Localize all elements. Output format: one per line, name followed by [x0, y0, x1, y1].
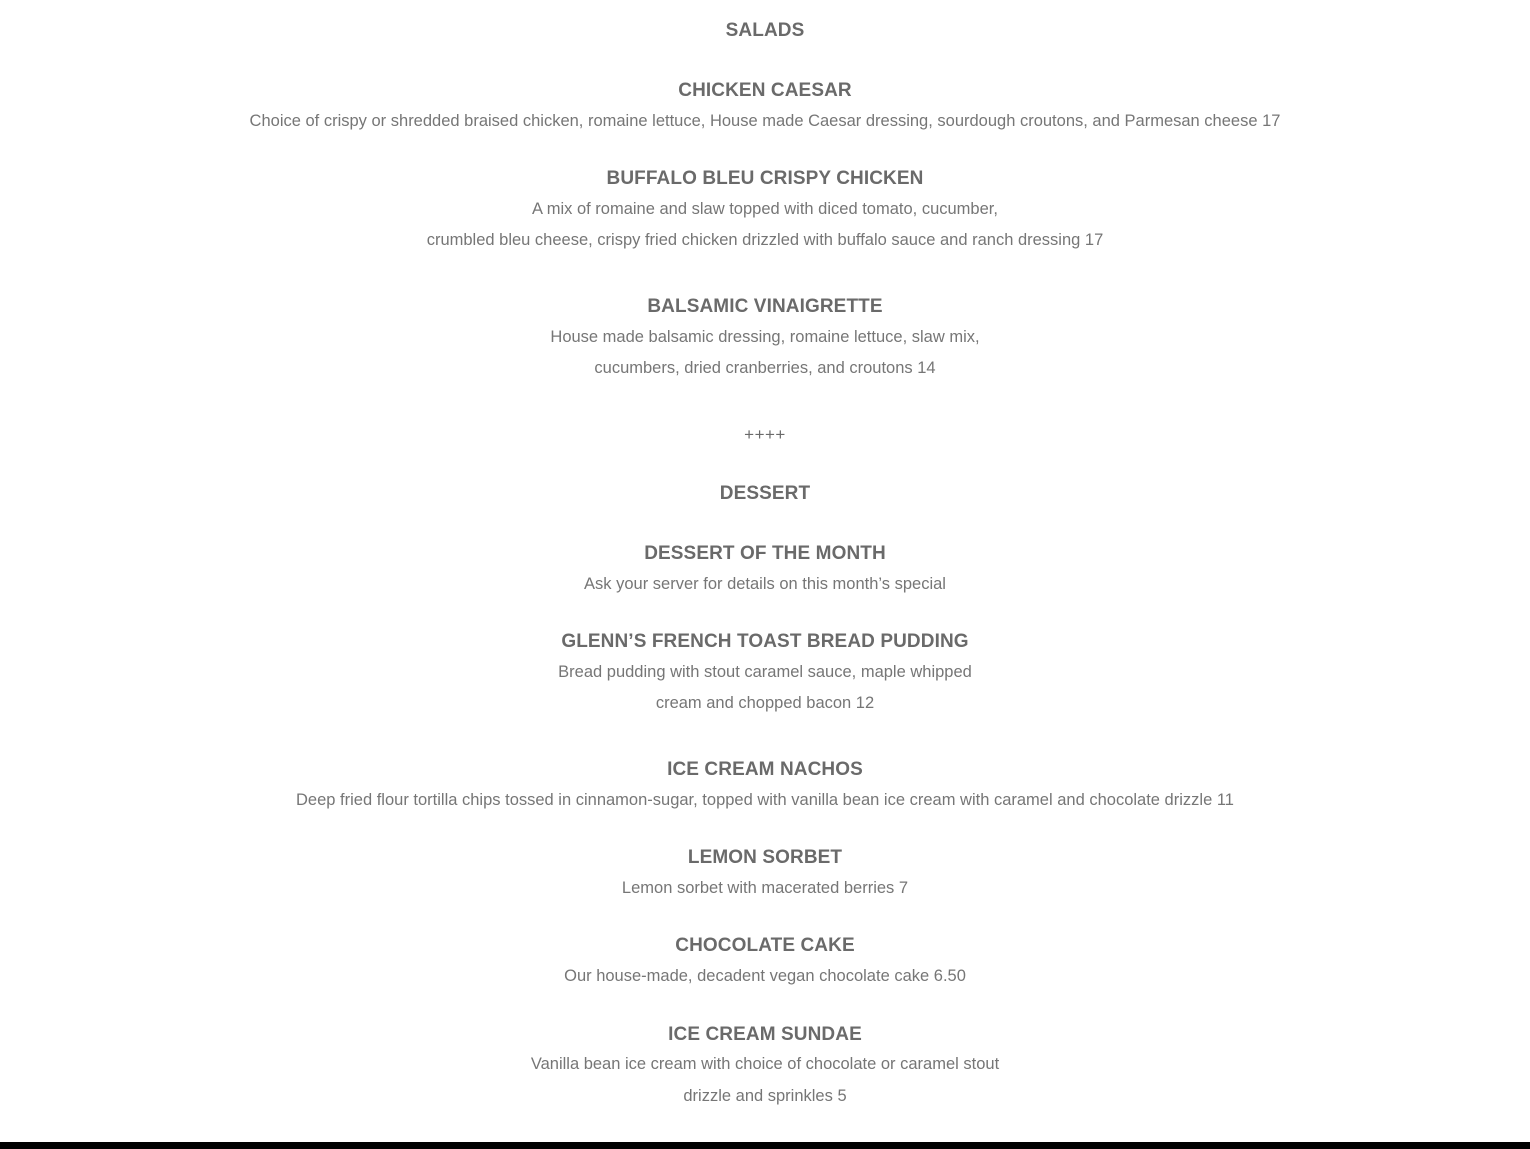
- menu-item-title: CHOCOLATE CAKE: [675, 935, 855, 956]
- menu-item-description: Our house-made, decadent vegan chocolate cake 6.50: [564, 967, 966, 985]
- footer-bar: [0, 1142, 1530, 1149]
- menu-item-title: GLENN’S FRENCH TOAST BREAD PUDDING: [561, 631, 969, 652]
- menu-item-title: ICE CREAM SUNDAE: [668, 1024, 862, 1045]
- section-separator: ++++: [744, 425, 786, 444]
- section-heading-salads: SALADS: [725, 20, 805, 41]
- menu-item-description: Choice of crispy or shredded braised chicken, romaine lettuce, House made Caesar dressing, sourdough croutons, and Parmesan cheese 17: [249, 112, 1281, 130]
- menu-item-title: BUFFALO BLEU CRISPY CHICKEN: [606, 168, 924, 189]
- menu-item-title: LEMON SORBET: [687, 847, 843, 868]
- menu-item-title: BALSAMIC VINAIGRETTE: [647, 296, 883, 317]
- menu-item-description: House made balsamic dressing, romaine lettuce, slaw mix,: [550, 328, 980, 346]
- menu-item-title: DESSERT OF THE MONTH: [644, 543, 886, 564]
- menu-item-description: crumbled bleu cheese, crispy fried chicken drizzled with buffalo sauce and ranch dressing 17: [426, 231, 1104, 249]
- menu-item-description: Bread pudding with stout caramel sauce, maple whipped: [558, 663, 972, 681]
- menu-item-description: cucumbers, dried cranberries, and croutons 14: [594, 359, 936, 377]
- menu-item-description: Lemon sorbet with macerated berries 7: [621, 879, 909, 897]
- menu-item-description: A mix of romaine and slaw topped with diced tomato, cucumber,: [532, 200, 998, 218]
- section-heading-dessert: DESSERT: [719, 483, 811, 504]
- menu-item-description: cream and chopped bacon 12: [655, 694, 875, 712]
- menu-item-description: Vanilla bean ice cream with choice of chocolate or caramel stout: [530, 1055, 1000, 1073]
- menu-item-description: drizzle and sprinkles 5: [683, 1087, 847, 1105]
- menu-item-title: CHICKEN CAESAR: [678, 80, 852, 101]
- menu-item-description: Deep fried flour tortilla chips tossed in cinnamon-sugar, topped with vanilla bean ice cream with caramel and chocolate drizzle 11: [296, 791, 1234, 809]
- menu-item-description: Ask your server for details on this month’s special: [584, 575, 946, 593]
- menu-item-title: ICE CREAM NACHOS: [667, 759, 863, 780]
